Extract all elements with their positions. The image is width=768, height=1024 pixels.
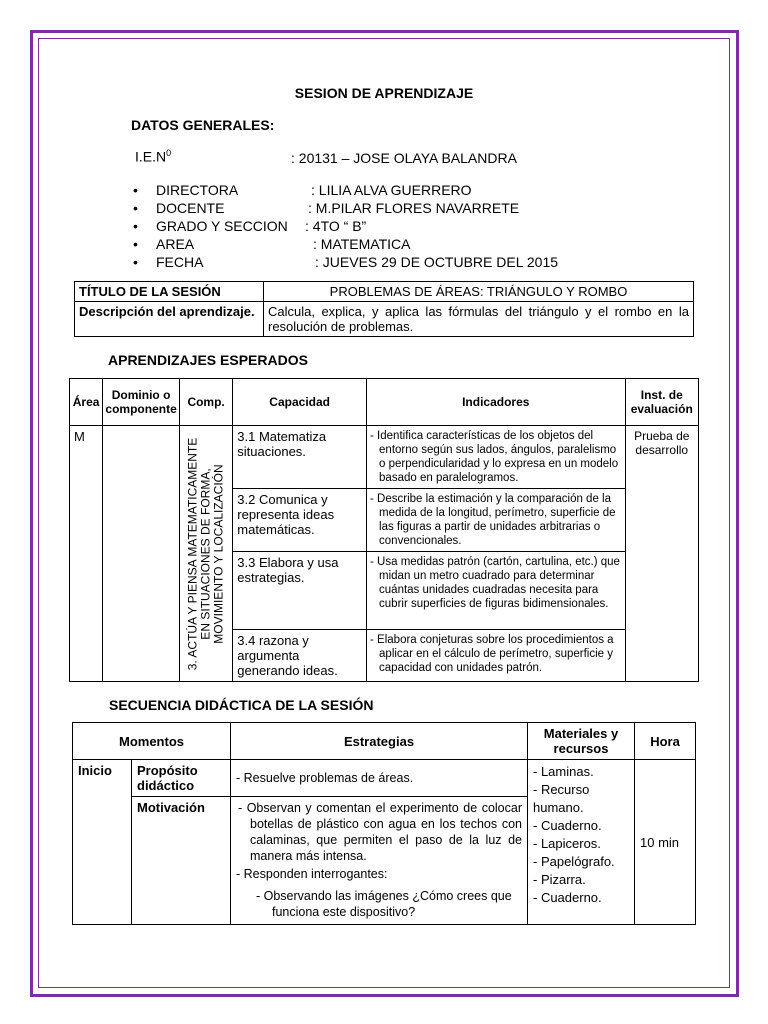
ien-value: : 20131 – JOSE OLAYA BALANDRA	[291, 150, 517, 166]
ien-label: $I.E.N^0$	[135, 148, 172, 165]
col-header-hora: Hora	[635, 723, 696, 760]
general-data-list	[133, 181, 633, 271]
inicio-cell: Inicio	[73, 760, 132, 925]
list-item: • DIRECTORA : LILIA ALVA GUERRERO	[133, 182, 472, 198]
list-item: - Lapiceros.	[533, 836, 601, 851]
list-item: • AREA : MATEMATICA	[133, 236, 411, 252]
session-title-label: TÍTULO DE LA SESIÓN	[75, 282, 264, 302]
motivacion-label: Motivación	[132, 797, 231, 925]
col-header-dominio: Dominio o componente	[103, 379, 180, 426]
capacidad-cell: 3.4 razona y argumenta generando ideas.	[233, 630, 367, 682]
dominio-cell	[103, 426, 180, 682]
capacidad-cell: 3.3 Elabora y usa estrategias.	[233, 552, 367, 630]
proposito-text: - Resuelve problemas de áreas.	[231, 760, 528, 797]
motivacion-item: - Responden interrogantes:	[236, 867, 388, 881]
col-header-indicadores: Indicadores	[367, 379, 626, 426]
capacidad-cell: 3.2 Comunica y representa ideas matemáticas.	[233, 489, 367, 552]
page-title: SESION DE APRENDIZAJE	[294, 85, 474, 101]
motivacion-cell	[231, 797, 528, 925]
session-title-value: PROBLEMAS DE ÁREAS: TRIÁNGULO Y ROMBO	[264, 282, 694, 302]
list-item: - Pizarra.	[533, 872, 586, 887]
indicador-cell: - Usa medidas patrón (cartón, cartulina, etc.) que midan un metro cuadrado para determinar cuántas unidades cuadradas necesita para cubrir superficies de figuras bidimensionales.	[367, 552, 626, 630]
col-header-area: Área	[70, 379, 103, 426]
materiales-cell	[528, 760, 635, 925]
capacidad-cell: 3.1 Matematiza situaciones.	[233, 426, 367, 489]
aprendizajes-heading: APRENDIZAJES ESPERADOS	[108, 352, 308, 368]
list-item: - Recurso humano.	[533, 782, 590, 815]
table-row	[73, 760, 696, 797]
area-cell: M	[70, 426, 103, 682]
list-item: - Cuaderno.	[533, 818, 602, 833]
col-header-comp: Comp.	[179, 379, 232, 426]
col-header-momentos: Momentos	[73, 723, 231, 760]
list-item: - Cuaderno.	[533, 890, 602, 905]
list-item: - Laminas.	[533, 764, 594, 779]
competencia-text: 3. ACTÚA Y PIENSA MATEMATICAMENTE EN SITUACIONES DE FORMA, MOVIMIENTO Y LOCALIZACIÓN	[185, 437, 226, 670]
datos-generales-heading: DATOS GENERALES:	[131, 117, 275, 133]
session-info-table	[74, 281, 694, 337]
motivacion-item: - Observan y comentan el experimento de colocar botellas de plástico con agua en los techos con calaminas, que permiten el paso de la luz de manera más intensa.	[238, 801, 522, 863]
session-desc-value: Calcula, explica, y aplica las fórmulas del triángulo y el rombo en la resolución de problemas.	[264, 302, 694, 337]
table-row	[70, 426, 699, 489]
indicador-cell: - Describe la estimación y la comparación de la medida de la longitud, perímetro, superficie de las figuras a partir de unidades arbitrarias o convencionales.	[367, 489, 626, 552]
list-item: • DOCENTE : M.PILAR FLORES NAVARRETE	[133, 200, 520, 216]
motivacion-item: - Observando las imágenes ¿Cómo crees que funciona este dispositivo?	[256, 889, 512, 919]
proposito-label: Propósito didáctico	[132, 760, 231, 797]
indicador-cell: - Identifica características de los objetos del entorno según sus lados, ángulos, paralelismo o perpendicularidad y lo expresa en un modelo basado en paralelogramos.	[367, 426, 626, 489]
col-header-materiales: Materiales y recursos	[528, 723, 635, 760]
aprendizajes-table	[69, 378, 699, 682]
session-desc-label: Descripción del aprendizaje.	[75, 302, 264, 337]
list-item: • FECHA : JUEVES 29 DE OCTUBRE DEL 2015	[133, 254, 559, 270]
col-header-inst: Inst. de evaluación	[625, 379, 698, 426]
hora-cell: 10 min	[635, 760, 696, 925]
secuencia-heading: SECUENCIA DIDÁCTICA DE LA SESIÓN	[109, 697, 374, 713]
col-header-capacidad: Capacidad	[233, 379, 367, 426]
instrumento-cell: Prueba de desarrollo	[625, 426, 698, 682]
list-item: • GRADO Y SECCION : 4TO “ B”	[133, 218, 367, 234]
secuencia-table	[72, 722, 696, 925]
indicador-cell: - Elabora conjeturas sobre los procedimientos a aplicar en el cálculo de perímetro, superficie y capacidad con unidades patrón.	[367, 630, 626, 682]
competencia-cell	[179, 426, 232, 682]
col-header-estrategias: Estrategias	[231, 723, 528, 760]
list-item: - Papelógrafo.	[533, 854, 615, 869]
